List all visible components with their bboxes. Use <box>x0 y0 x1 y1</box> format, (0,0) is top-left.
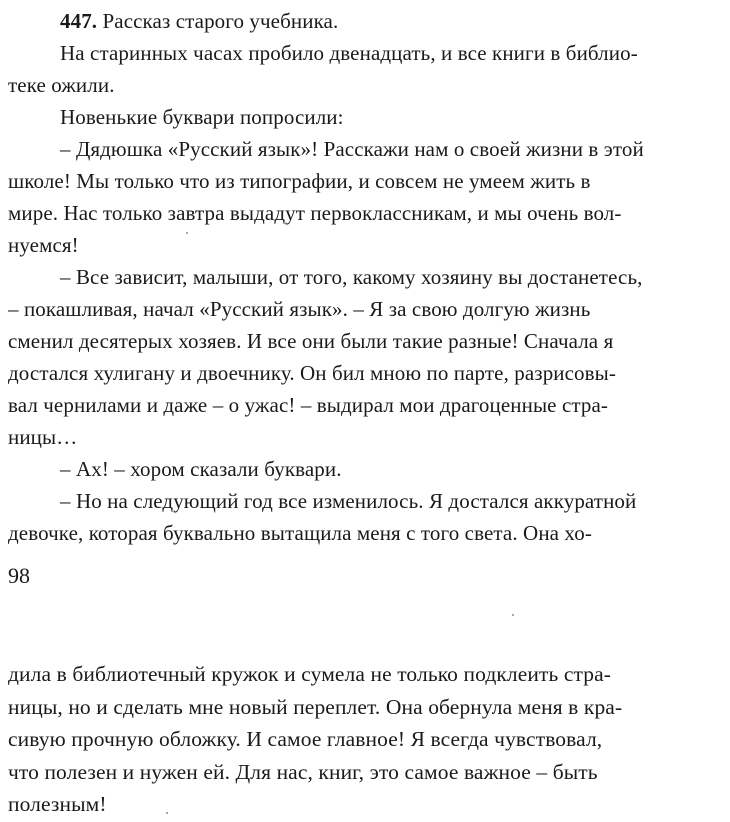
scan-speck <box>512 614 514 616</box>
text-line: полезным! <box>8 792 107 816</box>
text-line: сменил десятерых хозяев. И все они были такие разные! Сначала я <box>8 329 614 353</box>
exercise-heading <box>8 5 730 37</box>
text-line: достался хулигану и двоечнику. Он бил мною по парте, разрисовы- <box>8 361 616 385</box>
text-line: – покашливая, начал «Русский язык». – Я за свою долгую жизнь <box>8 297 591 321</box>
text-line: дила в библиотечный кружок и сумела не только подклеить стра- <box>8 662 612 686</box>
text-line: ницы… <box>8 425 78 449</box>
text-line: нуемся! <box>8 233 79 257</box>
text-line: школе! Мы только что из типографии, и совсем не умеем жить в <box>8 169 591 193</box>
text-line: – Дядюшка «Русский язык»! Расскажи нам о своей жизни в этой <box>60 137 644 161</box>
scan-speck <box>186 232 188 234</box>
scan-speck <box>166 812 168 814</box>
text-line: – Все зависит, малыши, от того, какому хозяину вы достанетесь, <box>60 265 643 289</box>
text-line: – Но на следующий год все изменилось. Я достался аккуратной <box>60 489 637 513</box>
text-line: ницы, но и сделать мне новый переплет. Она обернула меня в кра- <box>8 694 623 719</box>
text-line: Новенькие буквари попросили: <box>60 105 344 129</box>
upper-page-text <box>8 5 730 549</box>
text-line: – Ах! – хором сказали буквари. <box>60 457 342 481</box>
exercise-title: Рассказ старого учебника. <box>102 9 339 33</box>
page-number: 98 <box>8 563 30 588</box>
exercise-number: 447. <box>60 9 98 33</box>
text-line: что полезен и нужен ей. Для нас, книг, это самое важное – быть <box>8 759 598 784</box>
text-line: мире. Нас только завтра выдадут первоклассникам, и мы очень вол- <box>8 201 622 225</box>
text-line: На старинных часах пробило двенадцать, и все книги в библио- <box>60 41 638 65</box>
text-line: девочке, которая буквально вытащила меня с того света. Она хо- <box>8 521 592 545</box>
lower-page-text <box>8 658 730 821</box>
text-line: теке ожили. <box>8 73 115 97</box>
text-line: вал чернилами и даже – о ужас! – выдирал мои драгоценные стра- <box>8 393 609 417</box>
text-line: сивую прочную обложку. И самое главное! Я всегда чувствовал, <box>8 727 603 751</box>
